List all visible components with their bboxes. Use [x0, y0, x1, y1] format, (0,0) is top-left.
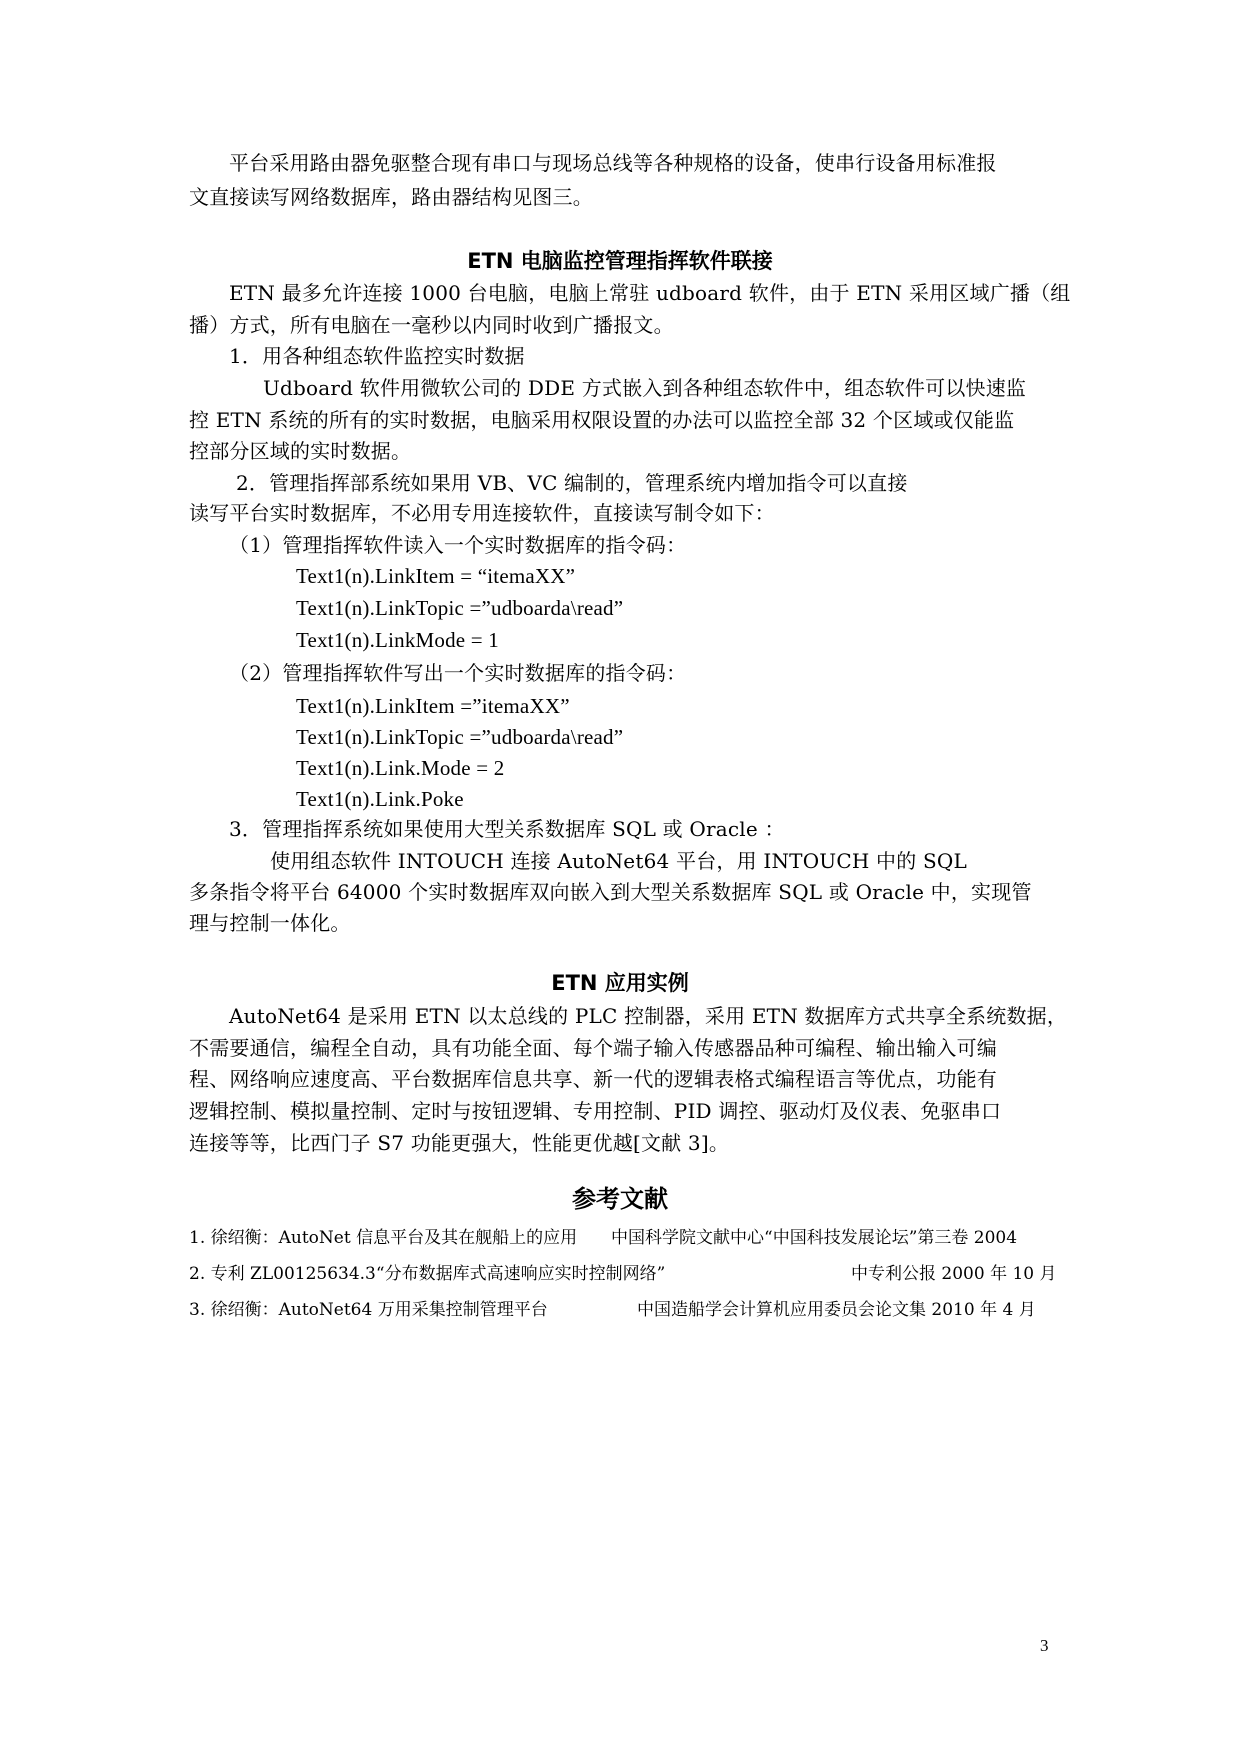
reference-1-title: 1. 徐绍衡：AutoNet 信息平台及其在舰船上的应用: [189, 1228, 578, 1248]
etn-intro-line-1: ETN 最多允许连接 1000 台电脑，电脑上常驻 udboard 软件，由于 ETN 采用区域广播（组: [229, 281, 1071, 305]
example-line-5: 连接等等，比西门子 S7 功能更强大，性能更优越[文献 3]。: [189, 1131, 730, 1155]
reference-2-title: 2. 专利 ZL00125634.3“分布数据库式高速响应实时控制网络”: [189, 1264, 666, 1284]
sub2-code-line-1: Text1(n).LinkItem =”itemaXX”: [296, 694, 570, 718]
section-heading-etn-software: ETN 电脑监控管理指挥软件联接: [467, 249, 773, 273]
reference-3-title: 3. 徐绍衡：AutoNet64 万用采集控制管理平台: [189, 1300, 548, 1320]
reference-2-source: 中专利公报 2000 年 10 月: [851, 1264, 1057, 1284]
page-number: 3: [1040, 1636, 1049, 1655]
sub1-code-line-3: Text1(n).LinkMode = 1: [296, 628, 499, 652]
item2-line-1: 2．管理指挥部系统如果用 VB、VC 编制的，管理系统内增加指令可以直接: [236, 471, 908, 495]
intro-line-1: 平台采用路由器免驱整合现有串口与现场总线等各种规格的设备，使串行设备用标准报: [229, 151, 997, 175]
references-heading: 参考文献: [572, 1185, 668, 1213]
reference-1-source: 中国科学院文献中心“中国科技发展论坛”第三卷 2004: [611, 1228, 1018, 1248]
sub1-code-line-1: Text1(n).LinkItem = “itemaXX”: [296, 564, 576, 588]
example-line-1: AutoNet64 是采用 ETN 以太总线的 PLC 控制器，采用 ETN 数据库方式共享全系统数据，: [229, 1004, 1068, 1028]
reference-3-source: 中国造船学会计算机应用委员会论文集 2010 年 4 月: [637, 1300, 1036, 1320]
item1-line-2: 控 ETN 系统的所有的实时数据，电脑采用权限设置的办法可以监控全部 32 个区域或仅能监: [189, 408, 1015, 432]
etn-intro-line-2: 播）方式，所有电脑在一毫秒以内同时收到广播报文。: [189, 313, 674, 337]
item1-title: 1．用各种组态软件监控实时数据: [229, 344, 525, 368]
sub2-title: （2）管理指挥软件写出一个实时数据库的指令码：: [229, 661, 687, 685]
section-heading-etn-example: ETN 应用实例: [551, 971, 689, 995]
intro-line-2: 文直接读写网络数据库，路由器结构见图三。: [189, 185, 593, 209]
example-line-4: 逻辑控制、模拟量控制、定时与按钮逻辑、专用控制、PID 调控、驱动灯及仪表、免驱串口: [189, 1099, 1002, 1123]
item1-line-1: Udboard 软件用微软公司的 DDE 方式嵌入到各种组态软件中，组态软件可以快速监: [263, 376, 1027, 400]
sub2-code-line-3: Text1(n).Link.Mode = 2: [296, 756, 505, 780]
item2-line-2: 读写平台实时数据库，不必用专用连接软件，直接读写制令如下：: [189, 501, 775, 525]
sub2-code-line-2: Text1(n).LinkTopic =”udboarda\read”: [296, 725, 624, 749]
example-line-2: 不需要通信，编程全自动，具有功能全面、每个端子输入传感器品种可编程、输出输入可编: [189, 1036, 997, 1060]
item3-line-3: 理与控制一体化。: [189, 911, 351, 935]
sub1-code-line-2: Text1(n).LinkTopic =”udboarda\read”: [296, 596, 624, 620]
item3-title: 3．管理指挥系统如果使用大型关系数据库 SQL 或 Oracle ：: [229, 817, 785, 841]
sub1-title: （1）管理指挥软件读入一个实时数据库的指令码：: [229, 533, 687, 557]
item3-line-1: 使用组态软件 INTOUCH 连接 AutoNet64 平台，用 INTOUCH 中的 SQL: [270, 849, 967, 873]
item3-line-2: 多条指令将平台 64000 个实时数据库双向嵌入到大型关系数据库 SQL 或 Oracle 中，实现管: [189, 880, 1032, 904]
sub2-code-line-4: Text1(n).Link.Poke: [296, 787, 464, 811]
example-line-3: 程、网络响应速度高、平台数据库信息共享、新一代的逻辑表格式编程语言等优点，功能有: [189, 1067, 997, 1091]
item1-line-3: 控部分区域的实时数据。: [189, 439, 412, 463]
